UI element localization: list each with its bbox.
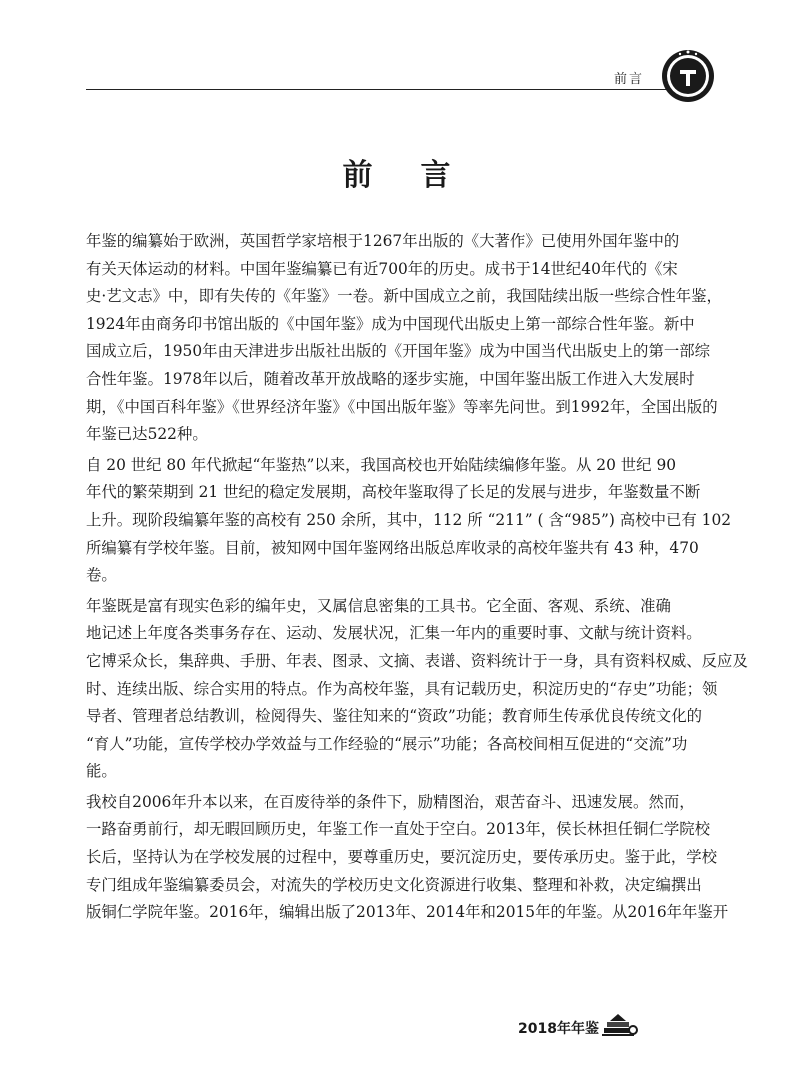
text-line: 上升。现阶段编纂年鉴的高校有 250 余所，其中，112 所 “211” ( 含“985”) 高校中已有 102 [86,510,732,529]
header-rule [86,89,706,90]
header-section-label: 前言 [613,72,644,87]
text-line: 版铜仁学院年鉴。2016年，编辑出版了2013年、2014年和2015年的年鉴。从2016年年鉴开 [86,903,729,922]
text-line: 1924年由商务印书馆出版的《中国年鉴》成为中国现代出版史上第一部综合性年鉴。新中 [86,314,695,333]
paragraph-3 [86,593,748,786]
text-line: 国成立后，1950年由天津进步出版社出版的《开国年鉴》成为中国当代出版史上的第一部综 [86,342,711,361]
text-line: 合性年鉴。1978年以后，随着改革开放战略的逐步实施，中国年鉴出版工作进入大发展时 [86,369,695,388]
text-line: 自 20 世纪 80 年代掀起“年鉴热”以来，我国高校也开始陆续编修年鉴。从 20 世纪 90 [86,455,677,474]
text-line: 能。 [86,762,117,781]
text-line: 地记述上年度各类事务存在、运动、发展状况，汇集一年内的重要时事、文献与统计资料。 [86,624,702,643]
book-stack-icon [600,1012,640,1040]
paragraph-1 [86,228,722,449]
university-emblem-icon [660,48,716,104]
text-line: 一路奋勇前行，却无暇回顾历史，年鉴工作一直处于空白。2013年，侯长林担任铜仁学院校 [86,820,711,839]
text-line: 时、连续出版、综合实用的特点。作为高校年鉴，具有记载历史，积淀历史的“存史”功能；领 [86,679,718,698]
text-line: 有关天体运动的材料。中国年鉴编纂已有近700年的历史。成书于14世纪40年代的《宋 [86,259,678,278]
text-line: 年代的繁荣期到 21 世纪的稳定发展期，高校年鉴取得了长足的发展与进步，年鉴数量不断 [86,483,701,502]
text-line: 年鉴已达522种。 [86,425,208,444]
text-line: 年鉴的编纂始于欧洲，英国哲学家培根于1267年出版的《大著作》已使用外国年鉴中的 [86,232,680,250]
paragraph-4 [86,789,729,927]
running-footer [500,1012,650,1042]
text-line: 史·艺文志》中，即有失传的《年鉴》一卷。新中国成立之前，我国陆续出版一些综合性年鉴， [86,287,722,306]
text-line: 长后，坚持认为在学校发展的过程中，要尊重历史，要沉淀历史，要传承历史。鉴于此，学校 [86,848,718,867]
footer-yearbook-label: 2018年年鉴 [518,1021,599,1037]
paragraph-2 [86,452,732,590]
page-title: 前言 [342,158,499,193]
text-line: 年鉴既是富有现实色彩的编年史，又属信息密集的工具书。它全面、客观、系统、准确 [86,596,671,615]
text-line: 我校自2006年升本以来，在百废待举的条件下，励精图治，艰苦奋斗、迅速发展。然而， [86,792,695,811]
text-line: 期，《中国百科年鉴》《世界经济年鉴》《中国出版年鉴》等率先问世。到1992年，全国出版的 [86,397,718,416]
text-line: 卷。 [86,566,117,585]
text-line: 所编纂有学校年鉴。目前，被知网中国年鉴网络出版总库收录的高校年鉴共有 43 种，470 [86,538,699,557]
running-header [86,56,706,92]
text-line: 专门组成年鉴编纂委员会，对流失的学校历史文化资源进行收集、整理和补救，决定编撰出 [86,875,702,894]
text-line: “育人”功能，宣传学校办学效益与工作经验的“展示”功能；各高校间相互促进的“交流”功 [86,734,688,753]
text-line: 它博采众长，集辞典、手册、年表、图录、文摘、表谱、资料统计于一身，具有资料权威、反应及 [86,651,748,670]
text-line: 导者、管理者总结教训，检阅得失、鉴往知来的“资政”功能；教育师生传承优良传统文化的 [86,707,702,726]
body-text [86,228,748,930]
